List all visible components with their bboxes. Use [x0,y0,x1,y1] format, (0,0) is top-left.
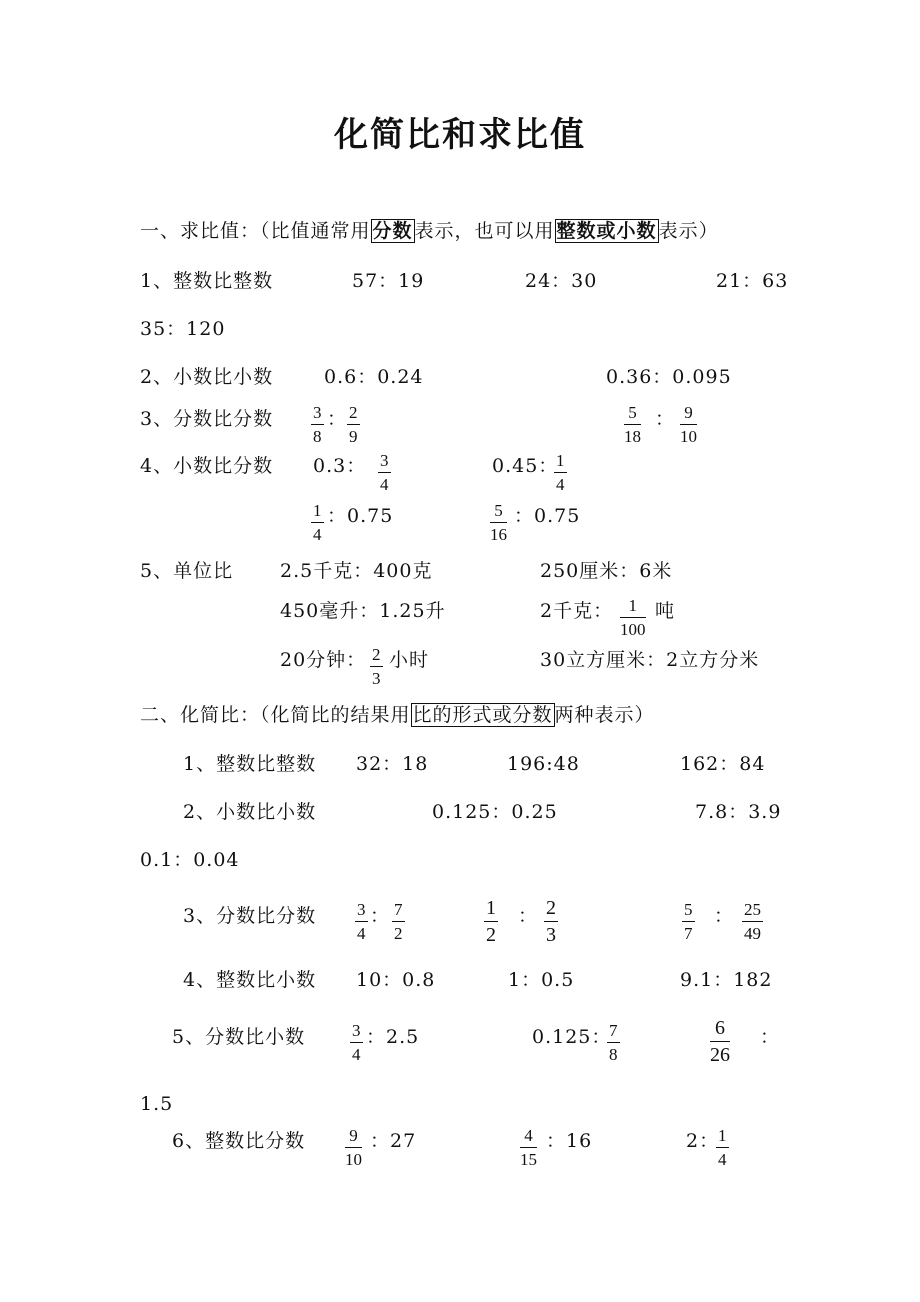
s1-q5-label: 5、单位比 [140,560,234,582]
s1-q3-label: 3、分数比分数 [140,408,274,430]
denominator: 2 [394,924,403,943]
s1-q4-d-suffix: ：0.75 [514,505,581,527]
numerator: 1 [716,1127,729,1148]
s2-q5-b-prefix: 0.125： [532,1026,612,1048]
s2-q3-b-fraction-2 [544,898,558,945]
s2-q5-a-fraction [350,1022,363,1063]
numerator: 9 [680,404,697,425]
section-2-heading-text: 二、化简比：（化简比的结果用 [140,704,411,726]
numerator: 5 [682,901,695,922]
s1-q3-a-separator: ： [327,408,348,430]
denominator: 26 [710,1044,730,1066]
numerator: 1 [311,502,324,523]
denominator: 4 [357,924,366,943]
section-2-heading-text-end: 两种表示） [554,704,655,726]
s1-q4-a-prefix: 0.3： [313,455,367,477]
s2-q4-label: 4、整数比小数 [183,969,317,991]
numerator: 3 [350,1022,363,1043]
denominator: 16 [490,525,507,544]
s2-q3-c-separator: ： [714,905,735,927]
page-title: 化简比和求比值 [334,115,586,155]
s2-q6-b-fraction [520,1127,537,1168]
s1-q5-d-prefix: 2千克： [540,600,614,622]
denominator: 9 [349,427,358,446]
s1-q5-item-b: 250厘米：6米 [540,560,673,582]
denominator: 8 [313,427,322,446]
s1-q1-label: 1、整数比整数 [140,270,274,292]
s2-q6-a-suffix: ：27 [370,1130,417,1152]
s1-q5-e-fraction [370,646,383,687]
s2-q3-b-fraction-1 [484,898,498,945]
s2-q1-item-c: 162：84 [680,753,766,775]
denominator: 4 [556,475,565,494]
denominator: 100 [620,620,646,639]
s2-q5-a-suffix: ：2.5 [366,1026,420,1048]
denominator: 10 [345,1150,362,1169]
s2-q3-a-fraction-1 [355,901,368,942]
section-1-boxed-term-integer-decimal: 整数或小数 [556,220,657,242]
s1-q1-item-c: 21：63 [716,270,789,292]
denominator: 49 [744,924,761,943]
s2-q1-label: 1、整数比整数 [183,753,317,775]
s1-q5-e-prefix: 20分钟： [280,649,367,671]
s2-q5-c-fraction [710,1018,730,1065]
denominator: 15 [520,1150,537,1169]
denominator: 4 [352,1045,361,1064]
s2-q5-b-fraction [607,1022,620,1063]
s2-q3-c-fraction-2 [742,901,763,942]
section-1-heading-text-end: 表示） [658,220,719,242]
numerator: 3 [355,901,368,922]
s1-q1-item-b: 24：30 [525,270,598,292]
s1-q4-b-fraction [554,452,567,493]
s1-q5-item-c: 450毫升：1.25升 [280,600,446,622]
s2-q3-a-separator: ： [370,905,391,927]
denominator: 4 [718,1150,727,1169]
s1-q3-b-fraction-1 [624,404,641,445]
denominator: 2 [486,924,496,946]
numerator: 7 [607,1022,620,1043]
denominator: 3 [546,924,556,946]
numerator: 25 [742,901,763,922]
numerator: 4 [520,1127,537,1148]
s2-q1-item-b: 196:48 [507,753,580,775]
s1-q4-c-suffix: ：0.75 [327,505,394,527]
s1-q4-c-fraction [311,502,324,543]
s2-q6-c-fraction [716,1127,729,1168]
s2-q4-item-a: 10：0.8 [356,969,436,991]
numerator: 7 [392,901,405,922]
numerator: 5 [490,502,507,523]
s1-q5-item-f: 30立方厘米：2立方分米 [540,649,760,671]
s1-q2-item-a: 0.6：0.24 [324,366,424,388]
s2-q2-label: 2、小数比小数 [183,801,317,823]
numerator: 5 [624,404,641,425]
s1-q5-d-fraction [620,597,646,638]
denominator: 4 [313,525,322,544]
numerator: 6 [710,1018,730,1042]
s1-q4-label: 4、小数比分数 [140,455,274,477]
denominator: 18 [624,427,641,446]
numerator: 1 [484,898,498,922]
s2-q2-item-a: 0.125：0.25 [432,801,558,823]
s2-q6-c-prefix: 2： [686,1130,720,1152]
section-1-heading-text-mid: 表示，也可以用 [414,220,555,242]
s1-q2-label: 2、小数比小数 [140,366,274,388]
s1-q3-a-fraction-2 [347,404,360,445]
s1-q5-d-suffix: 吨 [655,600,676,622]
s2-q6-b-suffix: ：16 [546,1130,593,1152]
denominator: 8 [609,1045,618,1064]
denominator: 3 [372,669,381,688]
s2-q5-label: 5、分数比小数 [172,1026,306,1048]
s2-q3-b-separator: ： [518,905,539,927]
s1-q4-b-prefix: 0.45： [492,455,559,477]
s2-q6-label: 6、整数比分数 [172,1130,306,1152]
s1-q4-d-fraction [490,502,507,543]
section-1-heading-text: 一、求比值：（比值通常用 [140,220,371,242]
s1-q3-b-separator: ： [655,408,676,430]
denominator: 4 [380,475,389,494]
numerator: 2 [544,898,558,922]
section-2-heading [140,706,655,725]
s1-q1-item-d: 35：120 [140,318,226,340]
s2-q1-item-a: 32：18 [356,753,429,775]
numerator: 1 [620,597,646,618]
s1-q1-item-a: 57：19 [352,270,425,292]
s1-q3-b-fraction-2 [680,404,697,445]
section-2-boxed-term: 比的形式或分数 [412,704,553,726]
s1-q2-item-b: 0.36：0.095 [606,366,732,388]
s2-q3-a-fraction-2 [392,901,405,942]
s2-q5-c-separator: ： [760,1026,781,1048]
s2-q4-item-b: 1：0.5 [508,969,575,991]
s2-q5-c-suffix: 1.5 [140,1093,174,1115]
numerator: 2 [370,646,383,667]
s2-q2-item-b: 7.8：3.9 [695,801,782,823]
s1-q4-a-fraction [378,452,391,493]
numerator: 3 [378,452,391,473]
s1-q5-item-a: 2.5千克：400克 [280,560,433,582]
denominator: 10 [680,427,697,446]
numerator: 2 [347,404,360,425]
s2-q4-item-c: 9.1：182 [680,969,773,991]
numerator: 9 [345,1127,362,1148]
s2-q6-a-fraction [345,1127,362,1168]
numerator: 1 [554,452,567,473]
s2-q3-c-fraction-1 [682,901,695,942]
section-1-boxed-term-fraction: 分数 [372,220,413,242]
denominator: 7 [684,924,693,943]
section-1-heading [140,222,719,241]
s2-q3-label: 3、分数比分数 [183,905,317,927]
s1-q5-e-suffix: 小时 [389,649,430,671]
s2-q2-item-c: 0.1：0.04 [140,849,240,871]
s1-q3-a-fraction-1 [311,404,324,445]
numerator: 3 [311,404,324,425]
